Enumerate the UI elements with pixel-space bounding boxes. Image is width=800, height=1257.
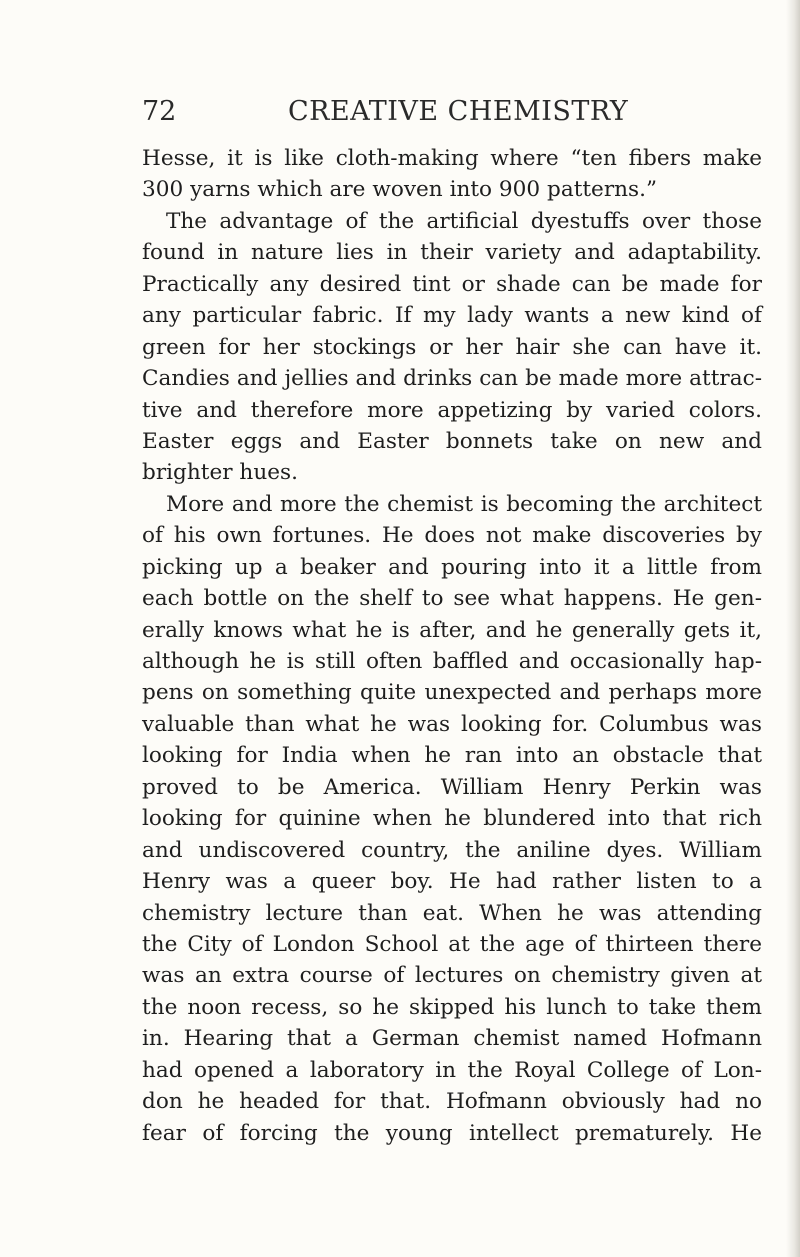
text-line: was an extra course of lectures on chemistry given at xyxy=(142,963,762,989)
text-line: the City of London School at the age of thirteen there xyxy=(142,931,762,957)
text-line: and undiscovered country, the aniline dyes. William xyxy=(142,837,762,863)
running-title: CREATIVE CHEMISTRY xyxy=(288,96,629,127)
text-line: of his own fortunes. He does not make discoveries by xyxy=(142,523,762,549)
text-line: picking up a beaker and pouring into it a little from xyxy=(142,554,762,580)
text-line: looking for quinine when he blundered into that rich xyxy=(142,806,762,832)
text-line: tive and therefore more appetizing by varied colors. xyxy=(142,397,762,423)
text-line: valuable than what he was looking for. Columbus was xyxy=(142,711,762,737)
text-line: Hesse, it is like cloth-making where “ten fibers make xyxy=(142,146,762,171)
text-line: Candies and jellies and drinks can be made more attrac- xyxy=(142,366,762,392)
text-line: pens on something quite unexpected and perhaps more xyxy=(142,680,762,706)
text-line: any particular fabric. If my lady wants a new kind of xyxy=(142,303,762,329)
text-line: the noon recess, so he skipped his lunch to take them xyxy=(142,994,762,1020)
text-line: chemistry lecture than eat. When he was attending xyxy=(142,900,762,926)
text-line: had opened a laboratory in the Royal College of Lon- xyxy=(142,1057,762,1083)
page-edge-shadow xyxy=(786,0,800,1257)
body-text xyxy=(142,143,762,1149)
text-line: More and more the chemist is becoming the architect xyxy=(166,491,762,517)
text-line: found in nature lies in their variety and adaptability. xyxy=(142,240,762,266)
text-line: fear of forcing the young intellect prematurely. He xyxy=(142,1120,762,1146)
text-line: don he headed for that. Hofmann obviously had no xyxy=(142,1089,762,1115)
text-line: Practically any desired tint or shade can be made for xyxy=(142,271,762,297)
page-number: 72 xyxy=(142,96,177,127)
text-line: green for her stockings or her hair she can have it. xyxy=(142,334,762,360)
text-line: The advantage of the artificial dyestuffs over those xyxy=(166,208,762,234)
text-line: in. Hearing that a German chemist named Hofmann xyxy=(142,1026,762,1052)
text-line: 300 yarns which are woven into 900 patterns.” xyxy=(142,177,658,203)
text-line: proved to be America. William Henry Perkin was xyxy=(142,774,762,800)
text-line: looking for India when he ran into an obstacle that xyxy=(142,743,762,769)
text-line: Henry was a queer boy. He had rather listen to a xyxy=(142,869,762,895)
text-line: erally knows what he is after, and he generally gets it, xyxy=(142,617,762,643)
running-head xyxy=(142,94,758,134)
text-line: although he is still often baffled and occasionally hap- xyxy=(142,649,762,674)
text-line: each bottle on the shelf to see what happens. He gen- xyxy=(142,586,762,612)
text-line: brighter hues. xyxy=(142,460,298,486)
text-line: Easter eggs and Easter bonnets take on new and xyxy=(142,428,762,454)
